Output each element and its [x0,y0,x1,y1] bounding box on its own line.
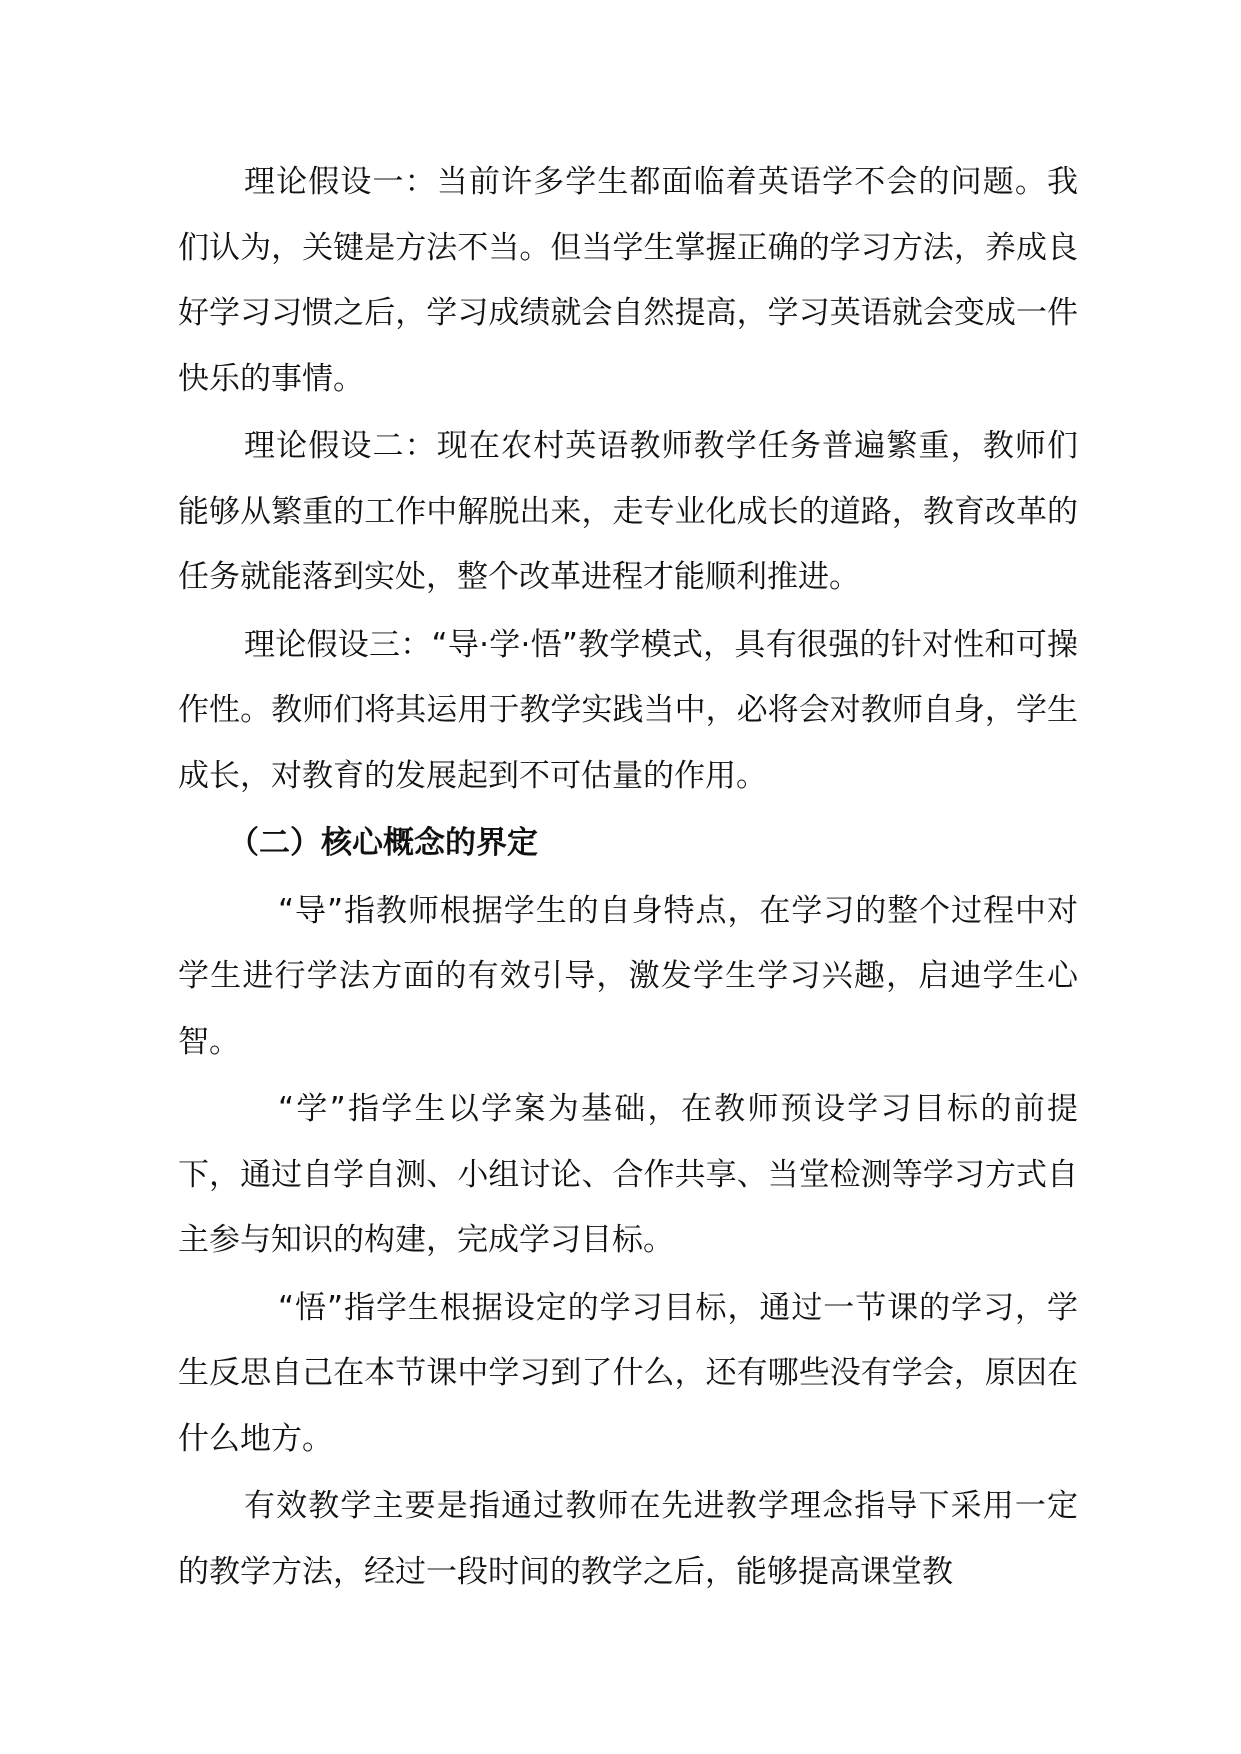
paragraph-hypothesis-one: 理论假设一：当前许多学生都面临着英语学不会的问题。我们认为，关键是方法不当。但当学生掌握正确的学习方法，养成良好学习习惯之后，学习成绩就会自然提高，学习英语就会变成一件快乐的事情。 [178,164,1078,397]
section-heading-core-concepts: （二）核心概念的界定 [228,825,538,861]
paragraph-hypothesis-two: 理论假设二：现在农村英语教师教学任务普遍繁重，教师们能够从繁重的工作中解脱出来，走专业化成长的道路，教育改革的任务就能落到实处，整个改革进程才能顺利推进。 [178,428,1078,595]
paragraph-effective-teaching: 有效教学主要是指通过教师在先进教学理念指导下采用一定的教学方法，经过一段时间的教学之后，能够提高课堂教 [178,1488,1078,1590]
paragraph-definition-realize: “悟”指学生根据设定的学习目标，通过一节课的学习，学生反思自己在本节课中学习到了什么，还有哪些没有学会，原因在什么地方。 [178,1289,1078,1457]
paragraph-definition-guide: “导”指教师根据学生的自身特点，在学习的整个过程中对学生进行学法方面的有效引导，激发学生学习兴趣，启迪学生心智。 [178,892,1078,1060]
document-page [178,150,1078,1607]
paragraph-hypothesis-three: 理论假设三：“导·学·悟”教学模式，具有很强的针对性和可操作性。教师们将其运用于教学实践当中，必将会对教师自身，学生成长，对教育的发展起到不可估量的作用。 [178,626,1078,794]
paragraph-definition-learn: “学”指学生以学案为基础，在教师预设学习目标的前提下，通过自学自测、小组讨论、合作共享、当堂检测等学习方式自主参与知识的构建，完成学习目标。 [178,1091,1078,1258]
